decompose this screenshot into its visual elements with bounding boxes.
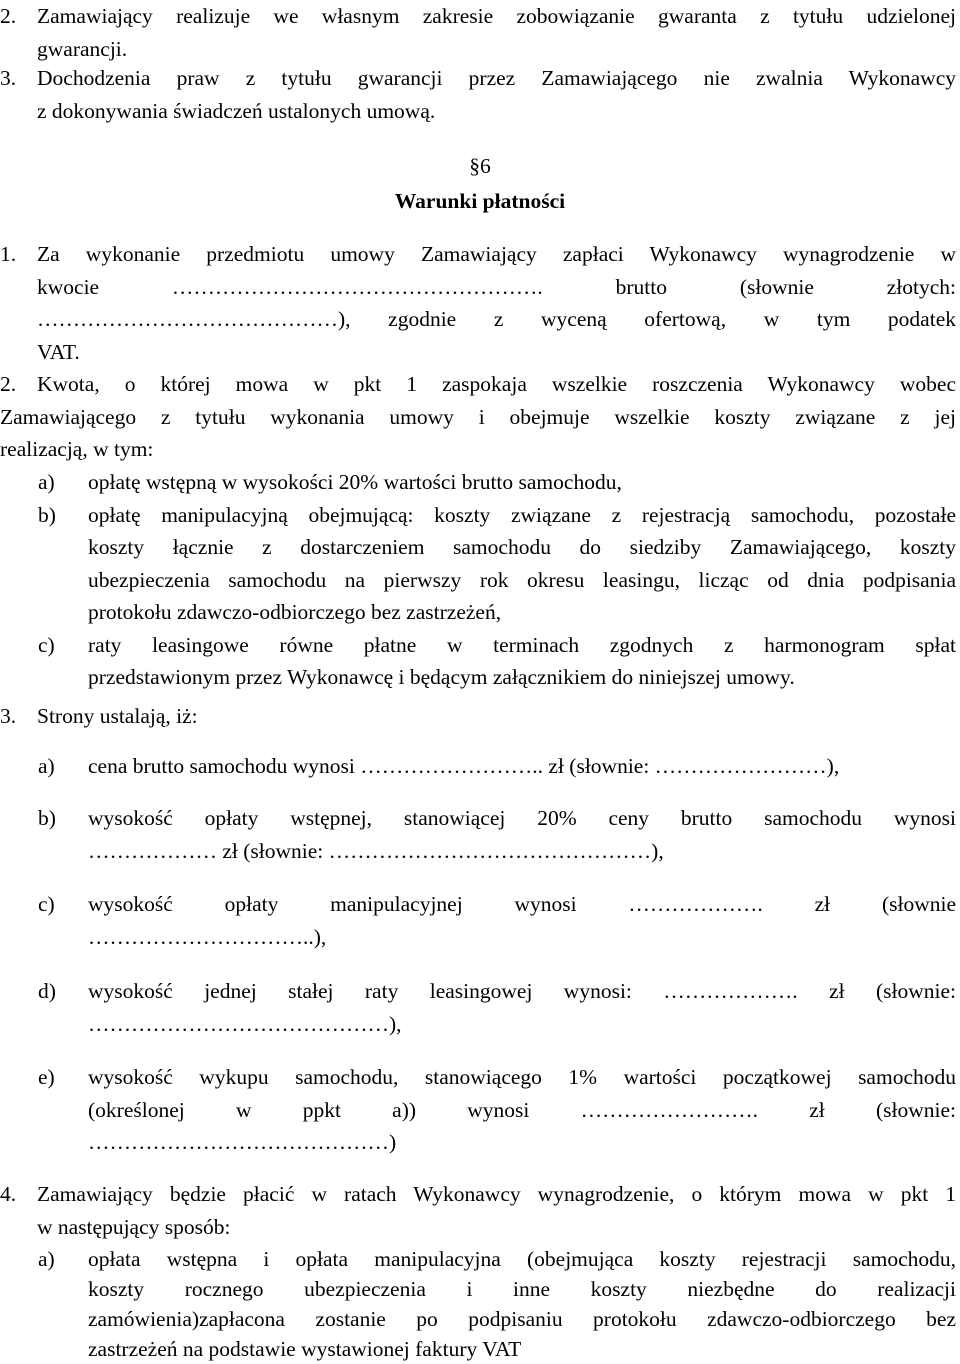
text-line: wysokość opłaty wstępnej, stanowiącej 20% ceny brutto samochodu wynosi [88,806,956,830]
text-line: przedstawionym przez Wykonawcę i będącym załącznikiem do niniejszej umowy. [88,665,795,689]
list-label: a) [38,1247,55,1271]
list-label: a) [38,754,55,778]
text-line: koszty łącznie z dostarczeniem samochodu do siedziby Zamawiającego, koszty [88,535,956,559]
text-line: opłata wstępna i opłata manipulacyjna (obejmująca koszty rejestracji samochodu, [88,1247,956,1271]
paragraph-1 [0,238,956,368]
text-line: …………………………..), [88,924,327,949]
text-line: wysokość jednej stałej raty leasingowej wynosi: ………………. zł (słownie: [88,979,956,1003]
paragraph-2 [0,368,956,466]
text-line: wysokość wykupu samochodu, stanowiącego 1% wartości początkowej samochodu [88,1065,956,1089]
text-line: wysokość opłaty manipulacyjnej wynosi ………………. zł (słownie [88,892,956,916]
text-line: w następujący sposób: [37,1214,231,1239]
paragraph-4 [0,1178,956,1243]
section-title: Warunki płatności [394,188,566,213]
paragraph-intro: Strony ustalają, iż: [37,704,198,728]
list-label: c) [38,892,55,916]
list-label: c) [38,632,55,657]
list-label: b) [38,502,56,527]
text-line: gwarancji. [37,36,128,61]
clause-number: 2. [0,4,17,28]
text-line: Zamawiającego z tytułu wykonania umowy i obejmuje wszelkie koszty związane z jej [0,404,956,429]
text-line: ……………………………………) [88,1130,397,1154]
paragraph-number: 3. [0,704,17,728]
paragraph-number: 4. [0,1182,17,1206]
paragraph-number: 2. [0,372,17,396]
text-line: opłatę wstępną w wysokości 20% wartości brutto samochodu, [88,470,622,494]
p4-item-a [0,1244,956,1364]
section-heading [0,150,960,217]
text-line: opłatę manipulacyjną obejmującą: koszty związane z rejestracją samochodu, pozostałe [88,502,956,527]
text-line: kwocie ……………………………………………. brutto (słownie złotych: [37,274,956,299]
text-line: cena brutto samochodu wynosi …………………….. zł (słownie: ……………………), [88,754,840,778]
list-item-b [0,499,956,629]
clause-number: 3. [0,66,17,90]
paragraph-3 [0,700,956,733]
text-line: ……………………………………), [88,1011,402,1036]
text-line: VAT. [37,339,80,364]
text-line: ubezpieczenia samochodu na pierwszy rok okresu leasingu, licząc od dnia podpisania [88,567,956,592]
p3-item-a [0,750,956,783]
text-line: ……………………………………), zgodnie z wyceną ofertową, w tym podatek [37,307,956,331]
text-line: zastrzeżeń na podstawie wystawionej faktury VAT [88,1337,522,1361]
text-line: koszty rocznego ubezpieczenia i inne koszty niezbędne do realizacji [88,1277,956,1301]
text-line: raty leasingowe równe płatne w terminach zgodnych z harmonogram spłat [88,632,956,657]
list-label: e) [38,1065,55,1089]
text-line: Zamawiający realizuje we własnym zakresie zobowiązanie gwaranta z tytułu udzielonej [37,4,956,28]
list-label: b) [38,806,56,830]
text-line: Zamawiający będzie płacić w ratach Wykonawcy wynagrodzenie, o którym mowa w pkt 1 [37,1182,956,1206]
list-label: a) [38,470,55,494]
text-line: realizacją, w tym: [0,437,154,461]
text-line: ……………… zł (słownie: ………………………………………), [88,838,664,863]
list-item-a [0,466,956,499]
text-line: Dochodzenia praw z tytułu gwarancji przez Zamawiającego nie zwalnia Wykonawcy [37,66,956,90]
text-line: zamówienia)zapłacona zostanie po podpisaniu protokołu zdawczo-odbiorczego bez [88,1307,956,1331]
p3-item-e [0,1061,956,1159]
text-line: (określonej w ppkt a)) wynosi ……………………. zł (słownie: [88,1097,956,1122]
text-line: protokołu zdawczo-odbiorczego bez zastrzeżeń, [88,600,502,624]
clause-3-top [0,62,956,127]
text-line: Kwota, o której mowa w pkt 1 zaspokaja wszelkie roszczenia Wykonawcy wobec [37,372,956,396]
paragraph-2-list [0,466,956,694]
p3-item-b [0,802,956,867]
paragraph-number: 1. [0,242,17,266]
p3-item-c [0,888,956,953]
list-item-c [0,629,956,694]
text-line: z dokonywania świadczeń ustalonych umową. [37,98,436,123]
clause-2-top [0,0,956,65]
list-label: d) [38,979,56,1003]
p3-item-d [0,975,956,1040]
section-number: §6 [469,154,491,178]
text-line: Za wykonanie przedmiotu umowy Zamawiający zapłaci Wykonawcy wynagrodzenie w [37,242,956,266]
